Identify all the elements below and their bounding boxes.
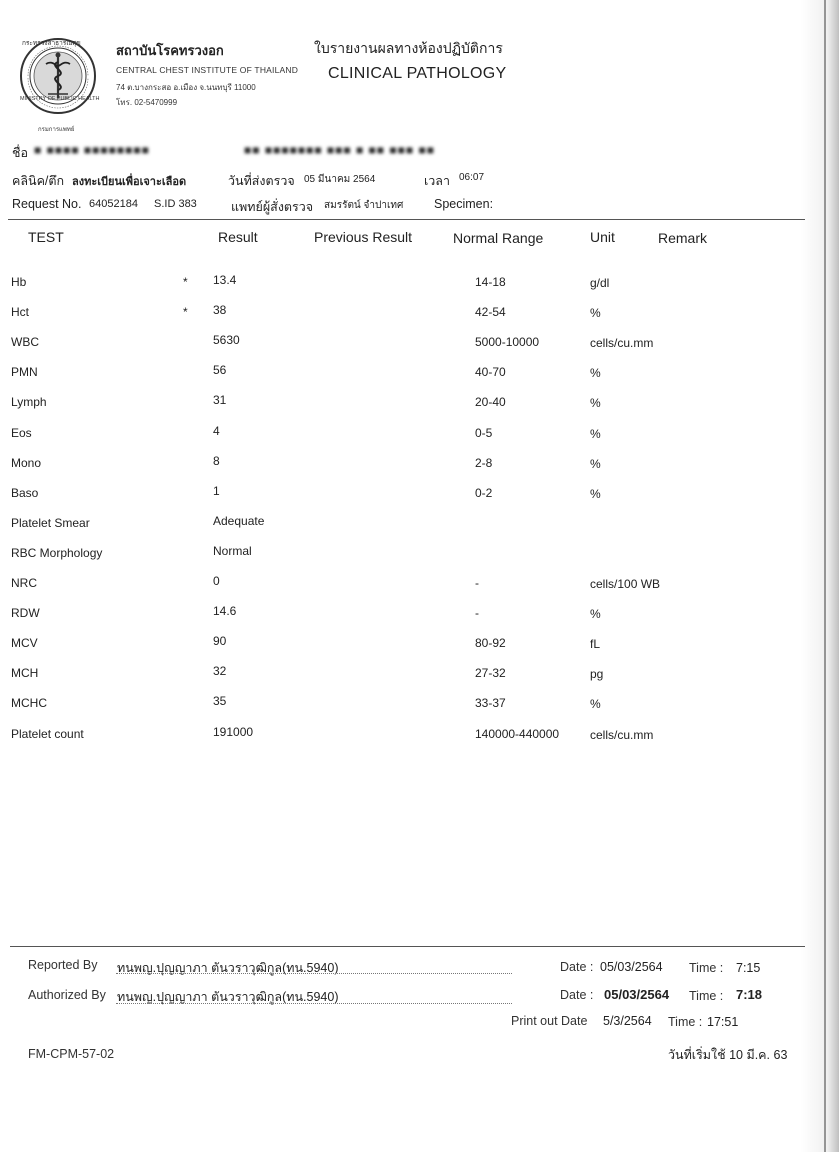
test-name: NRC xyxy=(11,576,37,590)
normal-range: - xyxy=(475,606,479,620)
result-value: 191000 xyxy=(213,725,254,739)
result-value: 5630 xyxy=(213,333,240,347)
test-name: Lymph xyxy=(11,395,47,409)
specimen-label: Specimen: xyxy=(434,197,494,211)
test-name: Hct xyxy=(11,305,29,319)
result-value: 1 xyxy=(213,484,220,498)
authorized-by-line xyxy=(116,1003,512,1004)
normal-range: 14-18 xyxy=(475,275,506,289)
normal-range: 40-70 xyxy=(475,365,506,379)
test-name: Platelet Smear xyxy=(11,516,90,530)
unit: cells/cu.mm xyxy=(590,336,654,350)
patient-name-label: ชื่อ xyxy=(12,146,28,160)
normal-range: 0-2 xyxy=(475,486,493,500)
unit: % xyxy=(590,366,601,380)
reported-by-label: Reported By xyxy=(28,958,98,972)
reported-by-line xyxy=(116,973,512,974)
normal-range: 80-92 xyxy=(475,636,506,650)
test-name: RDW xyxy=(11,606,40,620)
result-value: 56 xyxy=(213,363,227,377)
authorized-date-value: 05/03/2564 xyxy=(604,987,670,1002)
seal-caption: กรมการแพทย์ xyxy=(38,127,75,133)
col-unit: Unit xyxy=(590,229,615,245)
test-name: Mono xyxy=(11,456,42,470)
normal-range: 5000-10000 xyxy=(475,335,540,349)
header-divider xyxy=(8,219,805,220)
test-name: RBC Morphology xyxy=(11,546,103,560)
unit: cells/100 WB xyxy=(590,577,661,591)
authorized-date-label: Date : xyxy=(560,988,594,1002)
normal-range: 2-8 xyxy=(475,456,493,470)
sent-date-label: วันที่ส่งตรวจ xyxy=(228,174,295,188)
institute-address: 74 ต.บางกระสอ อ.เมือง จ.นนทบุรี 11000 xyxy=(116,83,256,92)
result-value: 4 xyxy=(213,424,220,438)
test-name: MCHC xyxy=(11,696,47,710)
authorized-time-value: 7:18 xyxy=(736,987,763,1002)
result-value: 35 xyxy=(213,694,227,708)
unit: % xyxy=(590,427,601,441)
unit: % xyxy=(590,487,601,501)
authorized-by-value: ทนพญ.ปุญญาภา ตันวราวุฒิกูล(ทน.5940) xyxy=(117,990,339,1004)
result-value: 38 xyxy=(213,303,227,317)
unit: % xyxy=(590,607,601,621)
unit: % xyxy=(590,457,601,471)
result-value: 32 xyxy=(213,664,227,678)
unit: % xyxy=(590,396,601,410)
seal-text-en: MINISTRY OF PUBLIC HEALTH xyxy=(20,96,100,102)
doctor-value: สมรรัตน์ จำปาเทศ xyxy=(324,200,404,211)
print-time-value: 17:51 xyxy=(707,1015,739,1029)
result-value: Normal xyxy=(213,544,252,558)
test-name: Eos xyxy=(11,426,32,440)
unit: pg xyxy=(590,667,604,681)
result-value: 90 xyxy=(213,634,227,648)
report-title-en: CLINICAL PATHOLOGY xyxy=(328,65,507,82)
col-remark: Remark xyxy=(658,230,708,246)
print-time-label: Time : xyxy=(668,1015,703,1029)
sid-value: S.ID 383 xyxy=(154,198,197,210)
result-value: 0 xyxy=(213,574,220,588)
report-title-th: ใบรายงานผลทางห้องปฏิบัติการ xyxy=(314,40,503,56)
abnormal-flag: * xyxy=(183,275,188,289)
authorized-by-label: Authorized By xyxy=(28,988,106,1002)
abnormal-flag: * xyxy=(183,305,188,319)
print-date-value: 5/3/2564 xyxy=(603,1014,652,1028)
unit: cells/cu.mm xyxy=(590,728,654,742)
unit: g/dl xyxy=(590,276,610,290)
result-value: Adequate xyxy=(213,514,265,528)
normal-range: 20-40 xyxy=(475,395,506,409)
print-date-label: Print out Date xyxy=(511,1014,588,1028)
test-name: MCV xyxy=(11,636,38,650)
sent-date-value: 05 มีนาคม 2564 xyxy=(304,174,376,185)
col-test: TEST xyxy=(28,229,64,245)
request-no-label: Request No. xyxy=(12,197,82,211)
reported-by-value: ทนพญ.ปุญญาภา ตันวราวุฒิกูล(ทน.5940) xyxy=(117,961,339,975)
result-value: 13.4 xyxy=(213,273,237,287)
result-value: 14.6 xyxy=(213,604,237,618)
test-name: WBC xyxy=(11,335,39,349)
patient-extra-value: ■■ ■■■■■■■ ■■■ ■ ■■ ■■■ ■■ xyxy=(244,143,435,157)
col-normal-range: Normal Range xyxy=(453,230,544,246)
normal-range: - xyxy=(475,576,479,590)
reported-time-value: 7:15 xyxy=(736,961,761,975)
normal-range: 140000-440000 xyxy=(475,727,560,741)
col-result: Result xyxy=(218,229,258,245)
time-label: เวลา xyxy=(424,174,450,188)
patient-name-value: ■ ■■■■ ■■■■■■■■ xyxy=(34,143,150,157)
footer-divider xyxy=(10,946,805,947)
test-name: Hb xyxy=(11,275,27,289)
doctor-label: แพทย์ผู้สั่งตรวจ xyxy=(231,200,314,214)
col-previous-result: Previous Result xyxy=(314,229,413,245)
unit: fL xyxy=(590,637,601,651)
normal-range: 0-5 xyxy=(475,426,493,440)
institute-name-th: สถาบันโรคทรวงอก xyxy=(116,43,224,58)
normal-range: 33-37 xyxy=(475,696,506,710)
test-name: MCH xyxy=(11,666,39,680)
normal-range: 27-32 xyxy=(475,666,506,680)
clinic-value: ลงทะเบียนเพื่อเจาะเลือด xyxy=(72,176,187,188)
form-start-date: วันที่เริ่มใช้ 10 มี.ค. 63 xyxy=(668,1048,788,1062)
reported-time-label: Time : xyxy=(689,961,724,975)
normal-range: 42-54 xyxy=(475,305,506,319)
test-name: Baso xyxy=(11,486,39,500)
result-value: 8 xyxy=(213,454,220,468)
unit: % xyxy=(590,306,601,320)
reported-date-label: Date : xyxy=(560,960,594,974)
test-name: Platelet count xyxy=(11,727,84,741)
result-value: 31 xyxy=(213,393,227,407)
ministry-seal-logo xyxy=(18,36,98,116)
institute-phone: โทร. 02-5470999 xyxy=(116,98,178,107)
test-name: PMN xyxy=(11,365,38,379)
reported-date-value: 05/03/2564 xyxy=(600,960,663,974)
unit: % xyxy=(590,697,601,711)
form-code: FM-CPM-57-02 xyxy=(28,1047,115,1061)
page-edge-line xyxy=(824,0,826,1152)
institute-name-en: CENTRAL CHEST INSTITUTE OF THAILAND xyxy=(116,65,299,75)
clinic-label: คลินิค/ตึก xyxy=(12,174,65,188)
page-edge-shadow xyxy=(800,0,839,1152)
request-no-value: 64052184 xyxy=(89,198,138,210)
authorized-time-label: Time : xyxy=(689,989,724,1003)
time-value: 06:07 xyxy=(459,172,485,183)
seal-text-th: กระทรวงสาธารณสุข xyxy=(22,40,81,47)
